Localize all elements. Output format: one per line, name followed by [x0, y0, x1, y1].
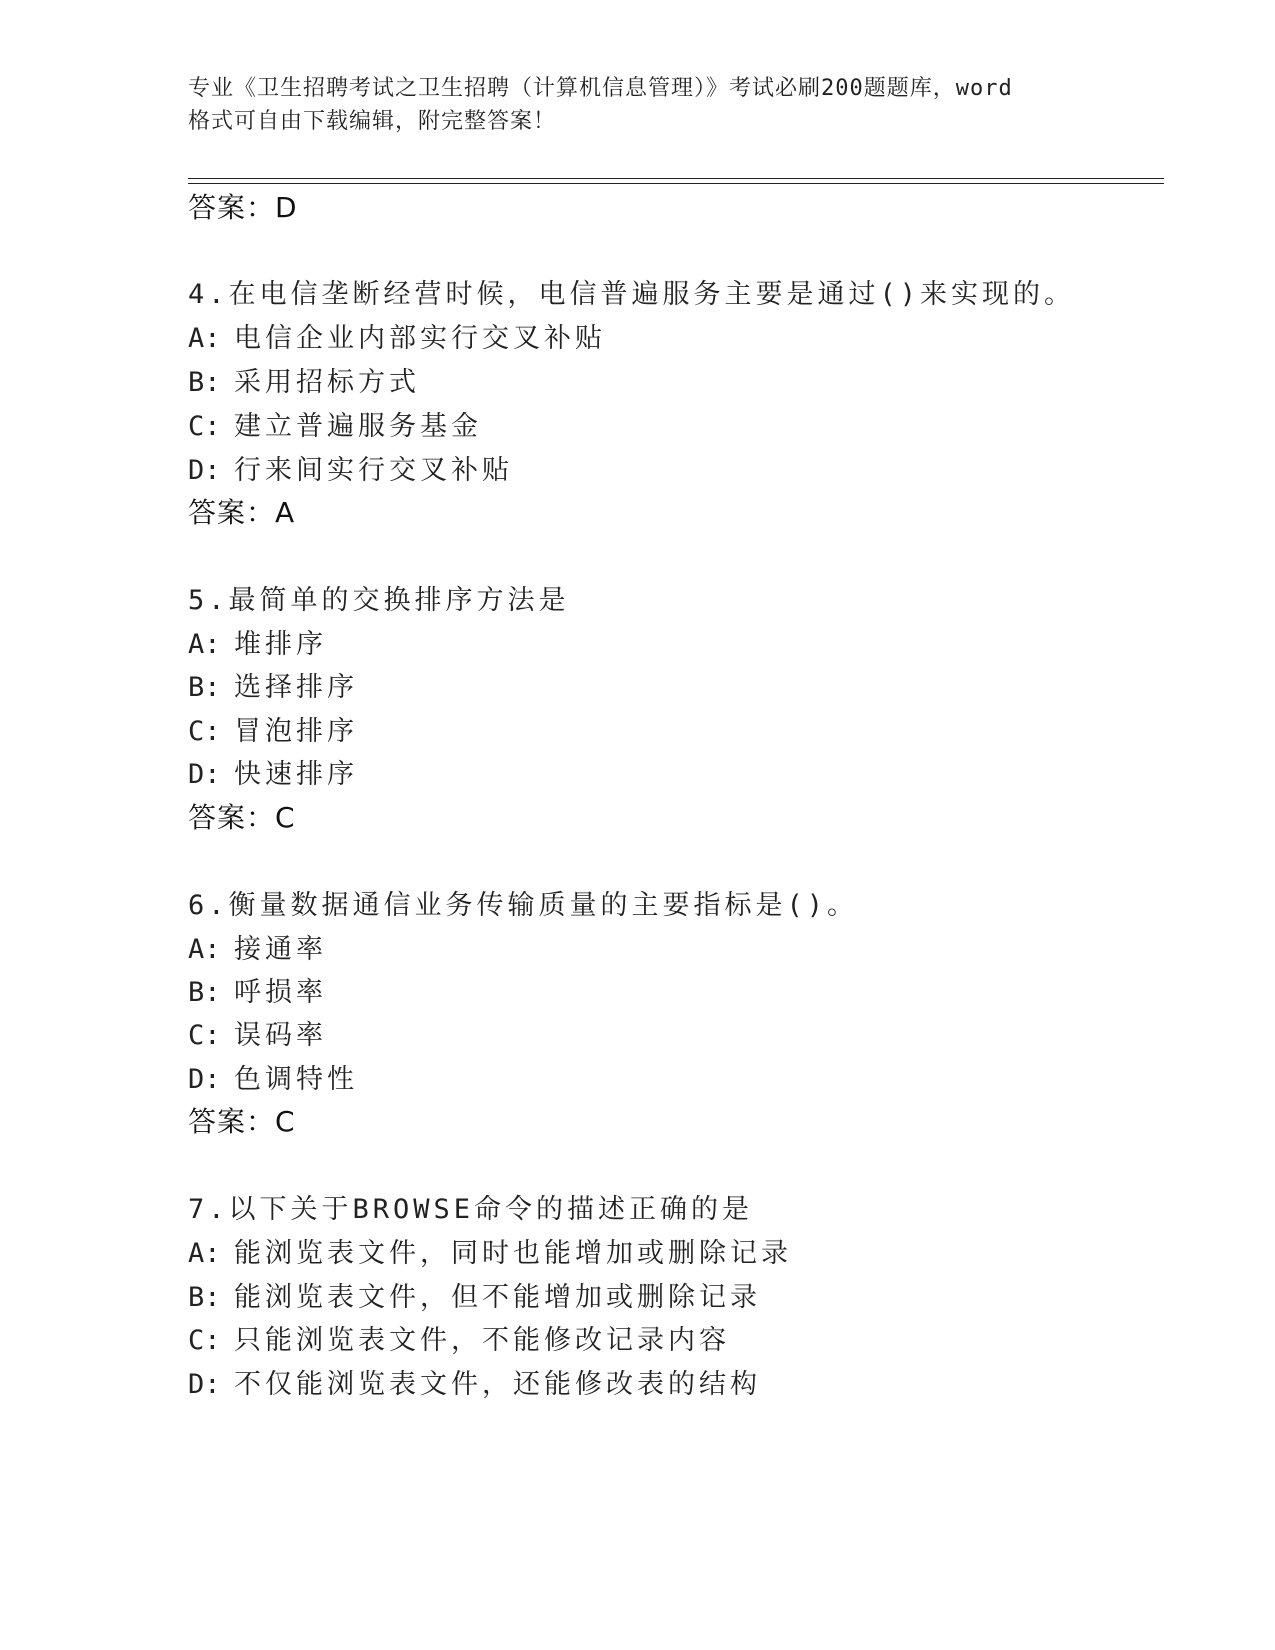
- question-4-stem: 4.在电信垄断经营时候，电信普遍服务主要是通过()来实现的。: [188, 279, 1076, 310]
- question-7-option-d: [188, 1362, 761, 1401]
- option-text: 只能浏览表文件，不能修改记录内容: [234, 1325, 730, 1356]
- question-4-option-c: [188, 404, 482, 443]
- document-header: [188, 72, 1088, 138]
- question-4-option-a: [188, 316, 606, 355]
- option-label: C:: [188, 716, 221, 747]
- previous-answer: 答案：D: [188, 191, 298, 224]
- option-label: B:: [188, 1282, 221, 1313]
- question-6-option-b: [188, 970, 327, 1009]
- option-label: A:: [188, 629, 221, 660]
- option-text: 色调特性: [234, 1064, 358, 1095]
- option-label: D:: [188, 1064, 221, 1095]
- option-label: A:: [188, 934, 221, 965]
- option-label: B:: [188, 672, 221, 703]
- option-label: C:: [188, 1020, 221, 1051]
- question-5-stem: 5.最简单的交换排序方法是: [188, 585, 570, 616]
- option-text: 能浏览表文件，同时也能增加或删除记录: [234, 1238, 792, 1269]
- option-text: 不仅能浏览表文件，还能修改表的结构: [234, 1369, 761, 1400]
- option-text: 接通率: [234, 934, 327, 965]
- question-7-option-b: [188, 1275, 761, 1314]
- option-text: 误码率: [234, 1020, 327, 1051]
- question-6-answer: 答案：C: [188, 1105, 296, 1138]
- question-4-option-d: [188, 448, 513, 487]
- option-text: 堆排序: [234, 629, 327, 660]
- option-text: 呼损率: [234, 977, 327, 1008]
- question-7-stem: 7.以下关于BROWSE命令的描述正确的是: [188, 1194, 754, 1225]
- question-4-answer: 答案：A: [188, 496, 296, 529]
- option-text: 选择排序: [234, 672, 358, 703]
- option-label: C:: [188, 411, 221, 442]
- question-5-option-b: [188, 665, 358, 704]
- header-line-1: 专业《卫生招聘考试之卫生招聘（计算机信息管理）》考试必刷200题题库，word: [188, 76, 1013, 101]
- option-label: A:: [188, 1238, 221, 1269]
- option-text: 采用招标方式: [234, 367, 420, 398]
- question-7-option-a: [188, 1231, 792, 1270]
- header-rule-bottom: [188, 183, 1164, 184]
- question-6-stem: 6.衡量数据通信业务传输质量的主要指标是()。: [188, 890, 859, 921]
- option-text: 建立普遍服务基金: [234, 411, 482, 442]
- option-label: C:: [188, 1325, 221, 1356]
- question-5-option-c: [188, 709, 358, 748]
- option-text: 能浏览表文件，但不能增加或删除记录: [234, 1282, 761, 1313]
- question-6-option-d: [188, 1057, 358, 1096]
- option-label: D:: [188, 1369, 221, 1400]
- option-text: 冒泡排序: [234, 716, 358, 747]
- option-label: D:: [188, 759, 221, 790]
- question-7-option-c: [188, 1318, 730, 1357]
- option-label: A:: [188, 323, 221, 354]
- option-label: B:: [188, 367, 221, 398]
- question-4-option-b: [188, 360, 420, 399]
- question-6-option-c: [188, 1013, 327, 1052]
- option-text: 行来间实行交叉补贴: [234, 455, 513, 486]
- header-rule-top: [188, 178, 1164, 179]
- option-text: 快速排序: [234, 759, 358, 790]
- question-5-option-d: [188, 752, 358, 791]
- header-line-2: 格式可自由下载编辑，附完整答案！: [188, 109, 557, 134]
- question-6-option-a: [188, 927, 327, 966]
- question-5-answer: 答案：C: [188, 801, 296, 834]
- question-5-option-a: [188, 622, 327, 661]
- option-text: 电信企业内部实行交叉补贴: [234, 323, 606, 354]
- option-label: B:: [188, 977, 221, 1008]
- option-label: D:: [188, 455, 221, 486]
